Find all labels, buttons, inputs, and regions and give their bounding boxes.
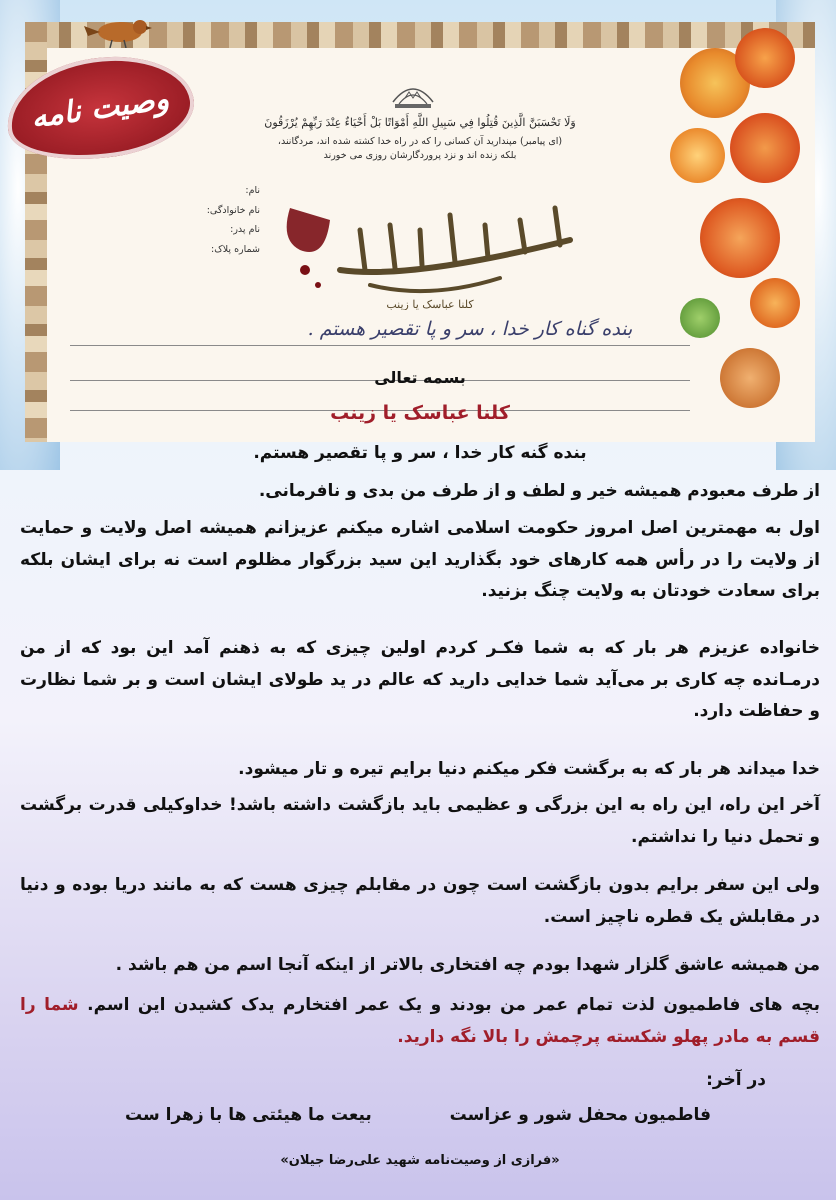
- bismihi-heading: بسمه تعالی: [374, 368, 466, 387]
- handwritten-line: بنده گناه کار خدا ، سر و پا تقصیر هستم .: [307, 318, 633, 340]
- calligraphy-artwork: [270, 200, 590, 310]
- floral-decoration: [660, 28, 810, 448]
- calligraphy-text: کلنا عباسک یا زینب: [386, 298, 474, 310]
- paragraph-9-black: بچه های فاطمیون لذت تمام عمر من بودند و یک عمر افتخارم یدک کشیدن این اسم.: [87, 995, 821, 1015]
- basmala-seal-icon: [385, 72, 441, 114]
- paragraph-2: از طرف معبودم همیشه خیر و لطف و از طرف من بدی و نافرمانی.: [258, 481, 820, 501]
- paragraph-8: من همیشه عاشق گلزار شهدا بودم چه افتخاری بالاتر از اینکه آنجا اسم من هم باشد .: [115, 955, 820, 975]
- paragraph-4: خانواده عزیزم هر بار که به شما فکـر کردم اولین چیزی که به ذهنم آمد این بود که از من درمـانده چه کاری بر می‌آید شما خدایی دارید که عالم در ید طولای ایشان است و بر شما نظارت و حفاظت دارد.: [20, 638, 820, 721]
- name-label: نام:: [245, 185, 260, 196]
- form-fields: [150, 181, 260, 259]
- form-line-1: [70, 345, 690, 346]
- closing-label: در آخر:: [706, 1070, 766, 1090]
- paragraph-3: اول به مهمترین اصل امروز حکومت اسلامی اشاره میکنم عزیزانم همیشه اصل ولایت و حمایت از ولایت را در رأس همه کارهای خود بگذارید این سید بزرگوار مظلوم است نه برای ایشان بلکه برای سعادت خودتان به ولایت چنگ بزنید.: [20, 518, 820, 601]
- father-label: نام پدر:: [230, 224, 260, 235]
- paragraph-6: آخر این راه، این راه به این بزرگی و عظیمی باید بازگشت داشته باشد! خداوکیلی قدرت برگشت و تحمل دنیا را نداشتم.: [20, 795, 820, 847]
- footer-caption: «فرازی از وصیت‌نامه شهید علی‌رضا جیلان»: [280, 1153, 560, 1168]
- paragraph-7: ولی این سفر برایم بدون بازگشت است چون در مقابلم چیزی هست که به مانند دریا بوده و دنیا در مقابلش یک قطره ناچیز است.: [20, 875, 820, 927]
- paragraph-9-red: شما را قسم به مادر پهلو شکسته پرچمش را بالا نگه دارید.: [20, 995, 820, 1047]
- badge-text: وصیت نامه: [28, 81, 172, 135]
- tag-label: شماره پلاک:: [211, 243, 260, 255]
- paragraph-9: [20, 990, 820, 1053]
- poem-right: فاطمیون محفل شور و عزاست: [449, 1105, 711, 1125]
- family-label: نام خانوادگی:: [206, 204, 260, 216]
- paragraph-5: خدا میداند هر بار که به برگشت فکر میکنم دنیا برایم تیره و تار میشود.: [238, 759, 820, 779]
- bird-icon: [82, 18, 152, 48]
- poem-left: بیعت ما هیئتی ها با زهرا ست: [125, 1105, 372, 1125]
- verse-translation-line-1: (ای پیامبر) مپندارید آن کسانی را که در راه خدا کشته شده اند، مردگانند،: [277, 136, 563, 147]
- quran-verse: وَلَا تَحْسَبَنَّ الَّذِينَ قُتِلُوا فِي سَبِيلِ اللَّهِ أَمْوَاتًا بَلْ أَحْيَاءٌ عِنْدَ رَبِّهِمْ يُرْزَقُونَ: [264, 116, 576, 129]
- main-title: کلنا عباسک یا زینب: [330, 402, 510, 424]
- verse-translation: [240, 135, 600, 163]
- paragraph-1: بنده گنه کار خدا ، سر و پا تقصیر هستم.: [253, 443, 587, 463]
- verse-translation-line-2: بلکه زنده اند و نزد پروردگارشان روزی می خورند: [323, 150, 517, 161]
